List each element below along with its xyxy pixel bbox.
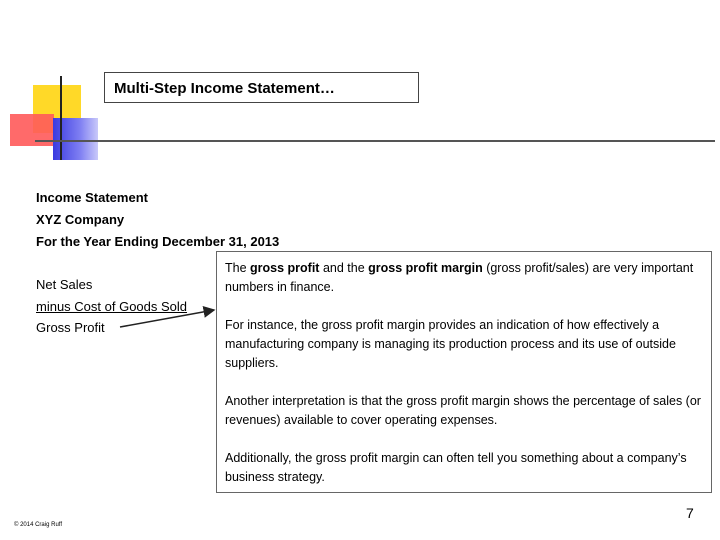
copyright: © 2014 Craig Ruff: [14, 522, 63, 528]
period-label: For the Year Ending December 31, 2013: [36, 234, 280, 249]
callout-paragraph-1: The gross profit and the gross profit margin (gross profit/sales) are very important numbers in finance.: [225, 261, 694, 294]
gross-profit-row: Gross Profit: [36, 320, 105, 335]
company-name: XYZ Company: [36, 212, 125, 227]
callout-paragraph-2: For instance, the gross profit margin provides an indication of how effectively a manufacturing company is managing its production process and its use of outside suppliers.: [225, 318, 676, 370]
statement-title: Income Statement: [36, 190, 148, 205]
callout-paragraph-3: Another interpretation is that the gross profit margin shows the percentage of sales (or revenues) available to cover operating expenses.: [225, 394, 701, 427]
cogs-row: minus Cost of Goods Sold: [36, 299, 188, 314]
net-sales-row: Net Sales: [36, 277, 93, 292]
page-number: 7: [686, 505, 694, 521]
callout-paragraph-4: Additionally, the gross profit margin can often tell you something about a company’s business strategy.: [225, 451, 687, 484]
explanation-callout: [216, 251, 712, 493]
slide-title: Multi-Step Income Statement…: [104, 72, 419, 103]
